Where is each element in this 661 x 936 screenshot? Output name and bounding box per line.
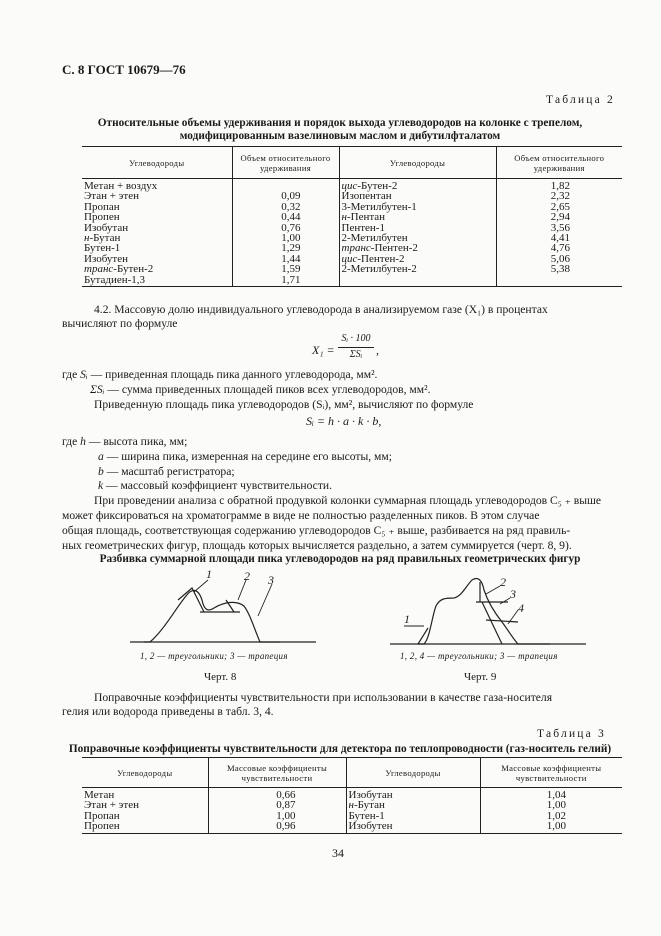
cell-value-text: 4,76 xyxy=(550,242,570,255)
cell-value-text: 0,87 xyxy=(276,799,296,812)
where-k-text: — массовый коэффициент чувствительности. xyxy=(103,479,332,492)
cell-name xyxy=(339,275,496,287)
figure-8-legend: 1, 2 — треугольники; 3 — трапеция xyxy=(140,651,288,661)
cell-name-text: Изобутан xyxy=(348,789,393,801)
table3-header-4: Массовые коэффициенты чувствительности xyxy=(480,758,622,788)
cell-name xyxy=(339,264,496,274)
cell-value-text: 0,44 xyxy=(281,211,301,224)
table-row xyxy=(82,264,622,274)
cell-name-text: Изобутен xyxy=(348,820,393,833)
cell-value-text: 0,66 xyxy=(276,789,296,801)
cell-name-text: Метан + воздух xyxy=(84,180,158,192)
cell-value xyxy=(232,275,339,287)
cell-value-text: 3,56 xyxy=(550,221,570,234)
cell-name-text: Пентен-1 xyxy=(341,221,385,234)
where-a-text: — ширина пика, измеренная на середине его высоты, мм; xyxy=(103,450,392,463)
cell-name-rest: -Бутен-2 xyxy=(357,180,398,192)
cell-value xyxy=(208,821,346,833)
cell-name-text: Бутадиен-1,3 xyxy=(84,273,146,286)
cell-name-prefix: цис xyxy=(341,180,358,192)
figure-9-label-4: 4 xyxy=(518,601,524,615)
cell-name-prefix: транс xyxy=(84,263,114,276)
where-si-symbol: Sᵢ xyxy=(80,368,88,381)
formula-x1-lhs: X₁ = xyxy=(312,343,335,357)
para-si-formula-intro: Приведенную площадь пика углеводородов (Sᵢ), мм², вычисляют по формуле xyxy=(94,398,474,411)
formula-x1-denominator: ΣSᵢ xyxy=(349,349,363,360)
cell-value-text: 5,38 xyxy=(550,263,570,276)
cell-value-text: 0,96 xyxy=(276,820,296,833)
para-4-2-line1: 4.2. Массовую долю индивидуального углеводорода в анализируемом газе (X₁) в процентах xyxy=(94,303,548,316)
table2-caption-line2: модифицированным вазелиновым маслом и дибутилфталатом xyxy=(179,130,501,142)
cell-value-text: 2,94 xyxy=(550,211,570,224)
where-b-symbol: b xyxy=(98,465,104,478)
figure-9-label-2: 2 xyxy=(500,575,506,589)
cell-name-text: 2-Метилбутен-2 xyxy=(341,263,417,276)
cell-name-text: Пропан xyxy=(84,200,120,213)
table2 xyxy=(82,146,622,287)
where-si-text: — приведенная площадь пика данного углеводорода, мм². xyxy=(87,368,378,381)
cell-name-text: 2-Метилбутен xyxy=(341,232,408,245)
where-h-pre: где xyxy=(62,435,81,448)
where-si-pre: где xyxy=(62,368,81,381)
table3-label: Таблица 3 xyxy=(537,728,606,740)
cell-value-text: 0,09 xyxy=(281,190,301,203)
cell-value-text: 1,82 xyxy=(550,180,570,192)
cell-value-text: 0,32 xyxy=(281,200,301,213)
para-c5-line1: При проведении анализа с обратной продувкой колонки суммарная площадь углеводородов C₅ ₊ выше xyxy=(94,494,602,507)
table2-header-2: Объем относительного удерживания xyxy=(232,147,339,179)
table3-header-1: Углеводороды xyxy=(82,758,208,788)
page-header: С. 8 ГОСТ 10679—76 xyxy=(62,62,186,77)
figure-8-label-3: 3 xyxy=(268,573,274,587)
figure-9-title: Черт. 9 xyxy=(464,671,497,683)
figure-8-label-1: 1 xyxy=(206,567,212,581)
para-4-2-line2: вычисляют по формуле xyxy=(62,317,178,330)
para-c5-line3: общая площадь, соответствующая содержанию углеводородов C₅ ₊ выше, разбивается на ряд правиль- xyxy=(62,524,571,537)
cell-name xyxy=(346,821,480,833)
where-b xyxy=(98,464,235,479)
table-row xyxy=(82,821,622,833)
where-h-text: — высота пика, мм; xyxy=(85,435,188,448)
cell-name-rest: -Бутан xyxy=(89,232,121,245)
cell-name-rest: -Бутан xyxy=(353,799,385,812)
figure-9-triangle-1 xyxy=(418,628,428,644)
table2-label: Таблица 2 xyxy=(546,94,615,106)
cell-value-text: 4,41 xyxy=(550,232,570,245)
table2-header-3: Углеводороды xyxy=(339,147,496,179)
cell-name-text: Этан + этен xyxy=(84,799,139,812)
table3-header-2: Массовые коэффициенты чувствительности xyxy=(208,758,346,788)
figure-8-title: Черт. 8 xyxy=(204,671,237,683)
cell-value xyxy=(496,275,622,287)
cell-name-text: Метан xyxy=(84,789,115,801)
formula-x1-numerator: Sᵢ · 100 xyxy=(341,333,371,344)
cell-value-text: 1,00 xyxy=(281,232,301,245)
cell-name-text: Бутен-1 xyxy=(84,242,121,255)
where-sum-si-symbol: ΣSᵢ xyxy=(90,383,105,396)
where-h-symbol: h xyxy=(80,435,86,448)
where-a-symbol: a xyxy=(98,450,104,463)
cell-name-prefix: н xyxy=(348,799,354,812)
cell-value-text: 1,44 xyxy=(281,252,301,265)
where-a xyxy=(98,449,392,464)
figure-9-leader-3 xyxy=(500,598,510,604)
cell-value-text: 1,59 xyxy=(281,263,301,276)
cell-value-text: 2,65 xyxy=(550,200,570,213)
figure-9-label-1: 1 xyxy=(404,612,410,626)
figure-8-leader-2 xyxy=(238,580,246,600)
table2-header-1: Углеводороды xyxy=(82,147,232,179)
cell-name-text: Изобутен xyxy=(84,252,128,265)
figure-8-leader-3 xyxy=(258,584,272,616)
figure-8-label-2: 2 xyxy=(244,569,250,583)
cell-value xyxy=(496,264,622,274)
para-corr-line1: Поправочные коэффициенты чувствительности при использовании в качестве газа-носителя xyxy=(94,691,553,704)
cell-value-text: 1,00 xyxy=(546,820,566,833)
figure-9-legend: 1, 2, 4 — треугольники; 3 — трапеция xyxy=(400,651,558,661)
figure-8 xyxy=(130,566,320,648)
table3-body xyxy=(82,788,622,834)
cell-name xyxy=(82,821,208,833)
cell-name-rest: -Пентан xyxy=(346,211,386,224)
para-corr-line2: гелия или водорода приведены в табл. 3, 4. xyxy=(62,705,274,718)
cell-value-text: 1,71 xyxy=(281,273,301,286)
table3-header-3: Углеводороды xyxy=(346,758,480,788)
where-sum-si-text: — сумма приведенных площадей пиков всех углеводородов, мм². xyxy=(104,383,431,396)
cell-value xyxy=(480,821,622,833)
where-sum-si xyxy=(90,382,430,397)
formula-x1-tail: , xyxy=(376,343,379,357)
table-row xyxy=(82,275,622,287)
where-h xyxy=(62,434,187,449)
cell-value-text: 1,04 xyxy=(546,789,566,801)
cell-name-rest: -Пентен-2 xyxy=(370,242,418,255)
cell-value-text: 5,06 xyxy=(550,252,570,265)
table3 xyxy=(82,757,622,834)
where-k xyxy=(98,478,332,493)
cell-name-text: Пропен xyxy=(84,211,120,224)
figures-caption: Разбивка суммарной площади пика углеводородов на ряд правильных геометрических фигур xyxy=(99,553,581,565)
table2-body xyxy=(82,179,622,287)
page-number: 34 xyxy=(332,846,344,860)
figure-9-peak-curve xyxy=(418,578,550,644)
formula-si: Sᵢ = h · a · k · b, xyxy=(306,414,382,428)
cell-name-prefix: н xyxy=(341,211,347,224)
table3-caption: Поправочные коэффициенты чувствительности для детектора по теплопроводности (газ-носитель гелий) xyxy=(68,743,612,755)
table2-header-4: Объем относительного удерживания xyxy=(496,147,622,179)
cell-name-text: 3-Метилбутен-1 xyxy=(341,200,417,213)
where-b-text: — масштаб регистратора; xyxy=(103,465,235,478)
para-c5-line2: может фиксироваться на хроматограмме в виде не полностью разделенных пиков. В этом случае xyxy=(62,509,540,522)
cell-value-text: 2,32 xyxy=(550,190,570,203)
cell-name-rest: -Бутен-2 xyxy=(113,263,154,276)
cell-name-rest: -Пентен-2 xyxy=(357,252,405,265)
figure-9-label-3: 3 xyxy=(510,587,516,601)
cell-value-text: 1,00 xyxy=(546,799,566,812)
figure-9-leader-2 xyxy=(486,586,500,594)
formula-x1-fraction-bar xyxy=(338,347,374,348)
cell-name-text: Пропан xyxy=(84,809,120,822)
cell-value-text: 1,29 xyxy=(281,242,301,255)
where-si xyxy=(62,367,377,382)
where-k-symbol: k xyxy=(98,479,104,492)
cell-name-text: Этан + этен xyxy=(84,190,139,203)
cell-value-text: 1,02 xyxy=(546,809,566,822)
cell-value-text: 0,76 xyxy=(281,221,301,234)
cell-name-prefix: цис xyxy=(341,252,358,265)
figure-8-leader-1 xyxy=(194,580,208,592)
cell-name-text: Бутен-1 xyxy=(348,809,385,822)
table2-caption xyxy=(60,117,620,143)
table2-caption-line1: Относительные объемы удерживания и порядок выхода углеводородов на колонке с трепелом, xyxy=(97,117,583,129)
cell-name xyxy=(82,275,232,287)
cell-name-prefix: транс xyxy=(341,242,371,255)
figure-9 xyxy=(390,570,590,650)
para-c5-line4: ных геометрических фигур, площадь которых вычисляется раздельно, а затем суммируется (черт. 8, 9). xyxy=(62,539,572,552)
cell-name-text: Пропен xyxy=(84,820,120,833)
cell-name-prefix: н xyxy=(84,232,90,245)
cell-name-text: Изопентан xyxy=(341,190,392,203)
cell-value-text: 1,00 xyxy=(276,809,296,822)
figure-8-peak-curve xyxy=(144,590,280,642)
cell-name-text: Изобутан xyxy=(84,221,129,234)
